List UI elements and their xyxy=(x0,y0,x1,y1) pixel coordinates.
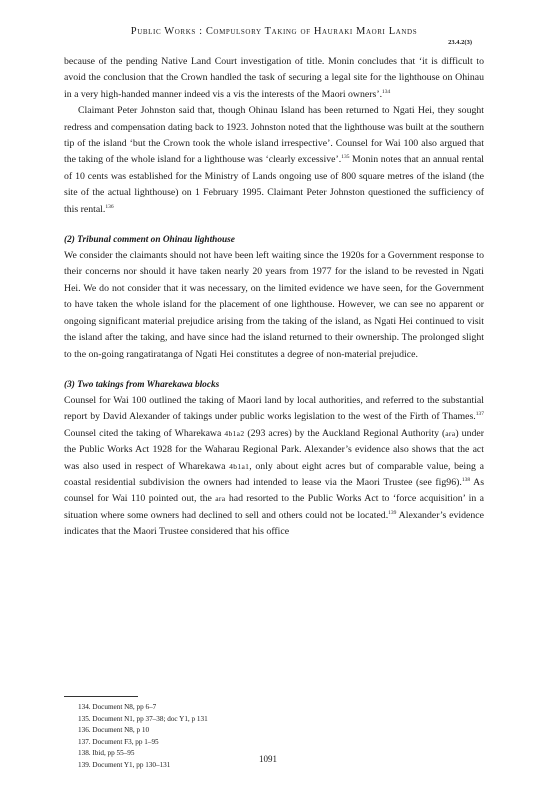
body-text xyxy=(64,54,484,541)
section-heading: (3) Two takings from Wharekawa blocks xyxy=(64,379,220,390)
footnote: 139. Document Y1, pp 130–131 xyxy=(78,760,171,769)
text-run: because of the pending Native Land Court investigation of title. Monin concludes that ‘it is difficult to avoid the conclusion that the Crown handled the task of securing a legal site for the lighthouse on Ohinau in a very high-handed manner indeed vis a vis the interests of the Maori owners’. xyxy=(64,56,484,100)
footnote: 137. Document F3, pp 1–95 xyxy=(78,737,159,746)
footnote-ref: 137 xyxy=(475,411,484,418)
text-run: Monin notes that an annual rental of 10 cents was established for the Ministry of Lands ongoing use of 800 square metres of the island (the site of the actual lighthouse) on 1 February 1995. Claimant Peter Johnston questioned the sufficiency of this rental. xyxy=(64,154,485,215)
text-run: ) under the Public Works Act 1928 for the Waharau Regional Park. Alexander’s evidence also shows that the act was also used in respect of Wharekawa xyxy=(64,427,484,472)
footnote-ref: 139 xyxy=(388,509,397,516)
footnote: 136. Document N8, p 10 xyxy=(78,726,150,735)
running-title: Public Works : Compulsory Taking of Hauraki Maori Lands xyxy=(130,26,418,37)
small-caps-text: ara xyxy=(445,428,456,438)
footnote-ref: 138 xyxy=(461,476,471,483)
body-paragraph xyxy=(64,393,484,541)
footnote: 135. Document N1, pp 37–38; doc Y1, p 131 xyxy=(78,714,208,723)
footnote-divider xyxy=(64,696,138,697)
text-run: had resorted to the Public Works Act to ‘force acquisition’ in a situation where some owners had declined to sell and others could not be located. xyxy=(64,493,484,521)
small-caps-text: 4b1a2 xyxy=(224,428,245,438)
footnote: 138. Ibid, pp 55–95 xyxy=(78,749,135,758)
body-paragraph xyxy=(64,54,484,103)
text-run: (293 acres) by the Auckland Regional Authority ( xyxy=(244,427,446,439)
text-run: We consider the claimants should not have been left waiting since the 1920s for a Government response to their concerns nor should it have taken nearly 20 years from 1977 for the island to be revested in Ngati Hei. We do not consider that it was necessary, on the limited evidence we have seen, for the Government to have taken the whole island for the placement of one lighthouse. However, we can see no apparent or ongoing significant material prejudice arising from the taking of the island, as Ngati Hei continued to visit the island after the taking, and have since had the island returned to their ownership. The prolonged slight to the on-going rangatiratanga of Ngati Hei constitutes a degree of non-material prejudice. xyxy=(64,250,484,360)
text-run: , only about eight acres but of comparable value, being a coastal residential subdivision the owners had intended to lease via the Maori Trustee (see fig96). xyxy=(64,460,484,488)
text-run: Counsel cited the taking of Wharekawa xyxy=(64,427,225,439)
text-run: Alexander’s evidence indicates that the Maori Trustee considered that his office xyxy=(64,509,484,538)
footnote-ref: 136 xyxy=(105,203,114,210)
section-number: 23.4.2(3) xyxy=(448,39,472,46)
section-heading: (2) Tribunal comment on Ohinau lighthouse xyxy=(64,235,235,246)
footnote-ref: 134 xyxy=(382,88,391,95)
small-caps-text: ara xyxy=(215,494,226,504)
text-run: As counsel for Wai 110 pointed out, the xyxy=(64,476,485,505)
page-number: 1091 xyxy=(259,754,277,764)
footnote: 134. Document N8, pp 6–7 xyxy=(78,703,157,711)
small-caps-text: 4b1a1 xyxy=(229,461,250,471)
footnote-ref: 135 xyxy=(341,154,350,161)
body-paragraph xyxy=(64,248,484,363)
text-run: Claimant Peter Johnston said that, though Ohinau Island has been returned to Ngati Hei, they sought redress and compensation dating back to 1923. Johnston noted that the lighthouse was built at the southern tip of the island ‘but the Crown took the whole island irrespective’. Counsel for Wai 100 also argued that the taking of the whole island for a lighthouse was ‘clearly excessive’. xyxy=(64,105,484,166)
text-run: Counsel for Wai 100 outlined the taking of Maori land by local authorities, and referred to the substantial report by David Alexander of takings under public works legislation to the west of the Firth of Thames. xyxy=(64,394,484,423)
body-paragraph xyxy=(64,103,484,218)
